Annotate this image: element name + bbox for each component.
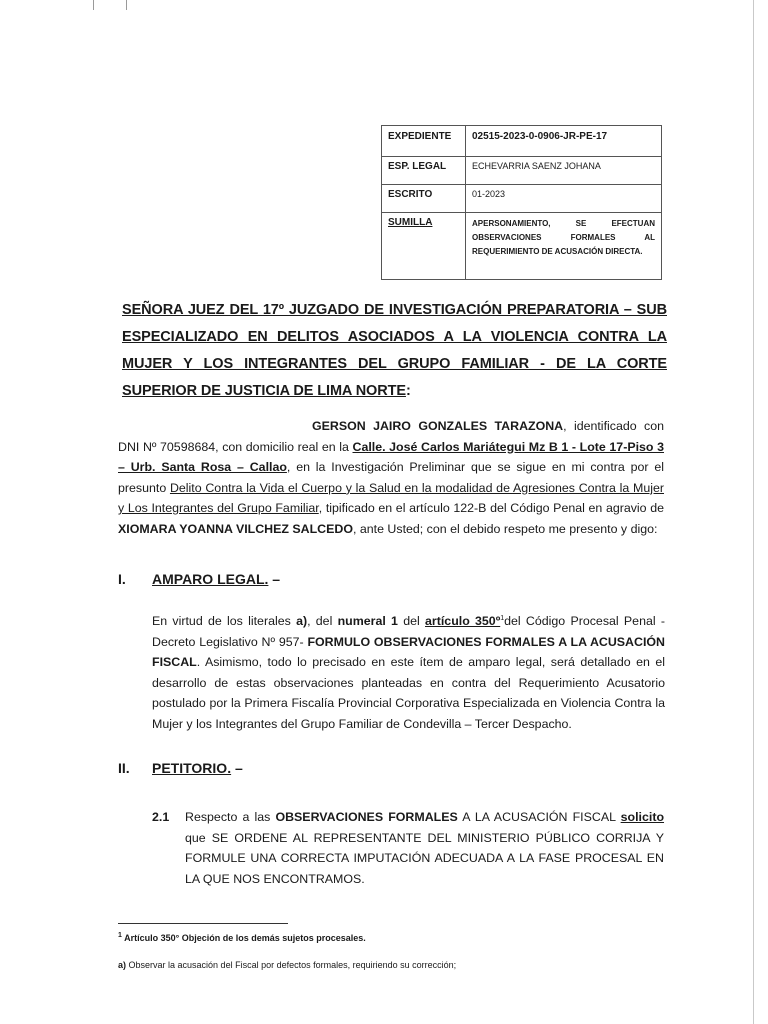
crime-description: Delito Contra la Vida el Cuerpo y la Salud en la modalidad de Agresiones Contra la Mujer y Los Integrantes del Grupo Familiar: [118, 480, 664, 516]
esp-legal-label: ESP. LEGAL: [382, 157, 466, 185]
section-number: I.: [118, 571, 126, 587]
sumilla-label: SUMILLA: [382, 213, 466, 280]
section-dash: –: [268, 571, 281, 587]
footnote-marker: 1: [118, 932, 122, 939]
intro-text: , en la Investigación Preliminar que se sigue en mi contra por el presunto: [118, 460, 664, 495]
expediente-label: EXPEDIENTE: [382, 126, 466, 157]
body-text: que SE ORDENE AL REPRESENTANTE DEL MINISTERIO PÚBLICO CORRIJA Y FORMULE UNA CORRECTA IMPUTACIÓN ADECUADA A LA FASE PROCESAL EN LA QUE NOS ENCONTRAMOS.: [185, 830, 664, 886]
footnote-2: [118, 960, 456, 970]
document-title: [122, 297, 667, 405]
intro-text: , tipificado en el artículo 122-B del Código Penal en agravio de: [318, 501, 665, 516]
case-info-table: [381, 125, 662, 280]
victim-name: XIOMARA YOANNA VILCHEZ SALCEDO: [118, 521, 353, 536]
table-row: [382, 185, 662, 213]
literal-ref: a): [296, 614, 308, 628]
footnote-divider: [118, 923, 288, 924]
section-dash: –: [231, 760, 243, 776]
intro-paragraph: [118, 416, 664, 540]
body-text: A LA ACUSACIÓN FISCAL: [457, 810, 621, 824]
table-row: [382, 126, 662, 157]
page-edge-line: [753, 0, 754, 1024]
footnote-text: Artículo 350° Objeción de los demás sujetos procesales.: [121, 933, 366, 943]
section-title: PETITORIO.: [152, 760, 232, 776]
esp-legal-value: ECHEVARRIA SAENZ JOHANA: [466, 157, 662, 185]
body-text: , del: [307, 614, 338, 628]
address: Calle. José Carlos Mariátegui Mz B 1 - Lote 17-Piso 3 – Urb. Santa Rosa – Callao: [118, 439, 664, 475]
numeral-ref: numeral 1: [337, 614, 398, 628]
body-text: Respecto a las: [185, 810, 276, 824]
bold-statement: FORMULO OBSERVACIONES FORMALES A LA ACUSACIÓN FISCAL: [152, 634, 665, 670]
footnote-text: Observar la acusación del Fiscal por defectos formales, requiriendo su corrección;: [126, 960, 457, 970]
item-number: 2.1: [152, 810, 170, 824]
section-number: II.: [118, 760, 130, 776]
body-text: . Asimismo, todo lo precisado en este ítem de amparo legal, será detallado en el desarrollo de estas observaciones planteadas en contra del Requerimiento Acusatorio postulado por la Primera Fiscalía Provincial Corporativa Especializada en Violencia Contra la Mujer y los Integrantes del Grupo Familiar de Condevilla – Tercer Despacho.: [152, 655, 665, 731]
petitorio-paragraph: [185, 807, 664, 889]
expediente-value: 02515-2023-0-0906-JR-PE-17: [466, 126, 662, 157]
section-heading-petitorio: [118, 760, 243, 776]
table-row: [382, 213, 662, 280]
scan-mark-left: [93, 0, 94, 10]
escrito-value: 01-2023: [466, 185, 662, 213]
title-text: SEÑORA JUEZ DEL 17º JUZGADO DE INVESTIGACIÓN PREPARATORIA – SUB ESPECIALIZADO EN DELITOS ASOCIADOS A LA VIOLENCIA CONTRA LA MUJER Y LOS INTEGRANTES DEL GRUPO FAMILIAR - DE LA CORTE SUPERIOR DE JUSTICIA DE LIMA NORTE: [122, 302, 667, 399]
title-colon: :: [405, 383, 411, 399]
intro-text: , identificado con DNI Nº 70598684, con domicilio real en la: [118, 419, 664, 454]
petitioner-name: GERSON JAIRO GONZALES TARAZONA: [312, 419, 564, 433]
body-text: En virtud de los literales: [152, 614, 297, 628]
table-row: [382, 157, 662, 185]
footnote-literal: a): [118, 960, 127, 970]
sumilla-value: APERSONAMIENTO, SE EFECTUAN OBSERVACIONES FORMALES AL REQUERIMIENTO DE ACUSACIÓN DIRECTA.: [466, 213, 662, 280]
amparo-paragraph: [152, 611, 665, 735]
footnote-1: [118, 933, 366, 943]
footnote-ref: 1: [500, 614, 505, 622]
body-text: del Código Procesal Penal - Decreto Legislativo Nº 957-: [152, 614, 665, 649]
section-title: AMPARO LEGAL.: [152, 571, 269, 587]
intro-text: , ante Usted; con el debido respeto me presento y digo:: [352, 521, 658, 536]
body-text: del: [397, 614, 426, 628]
solicito-word: solicito: [620, 810, 665, 824]
section-heading-amparo: [118, 571, 280, 587]
article-ref: artículo 350º: [425, 614, 501, 628]
bold-statement: OBSERVACIONES FORMALES: [275, 810, 458, 824]
scan-mark-right: [126, 0, 127, 10]
escrito-label: ESCRITO: [382, 185, 466, 213]
